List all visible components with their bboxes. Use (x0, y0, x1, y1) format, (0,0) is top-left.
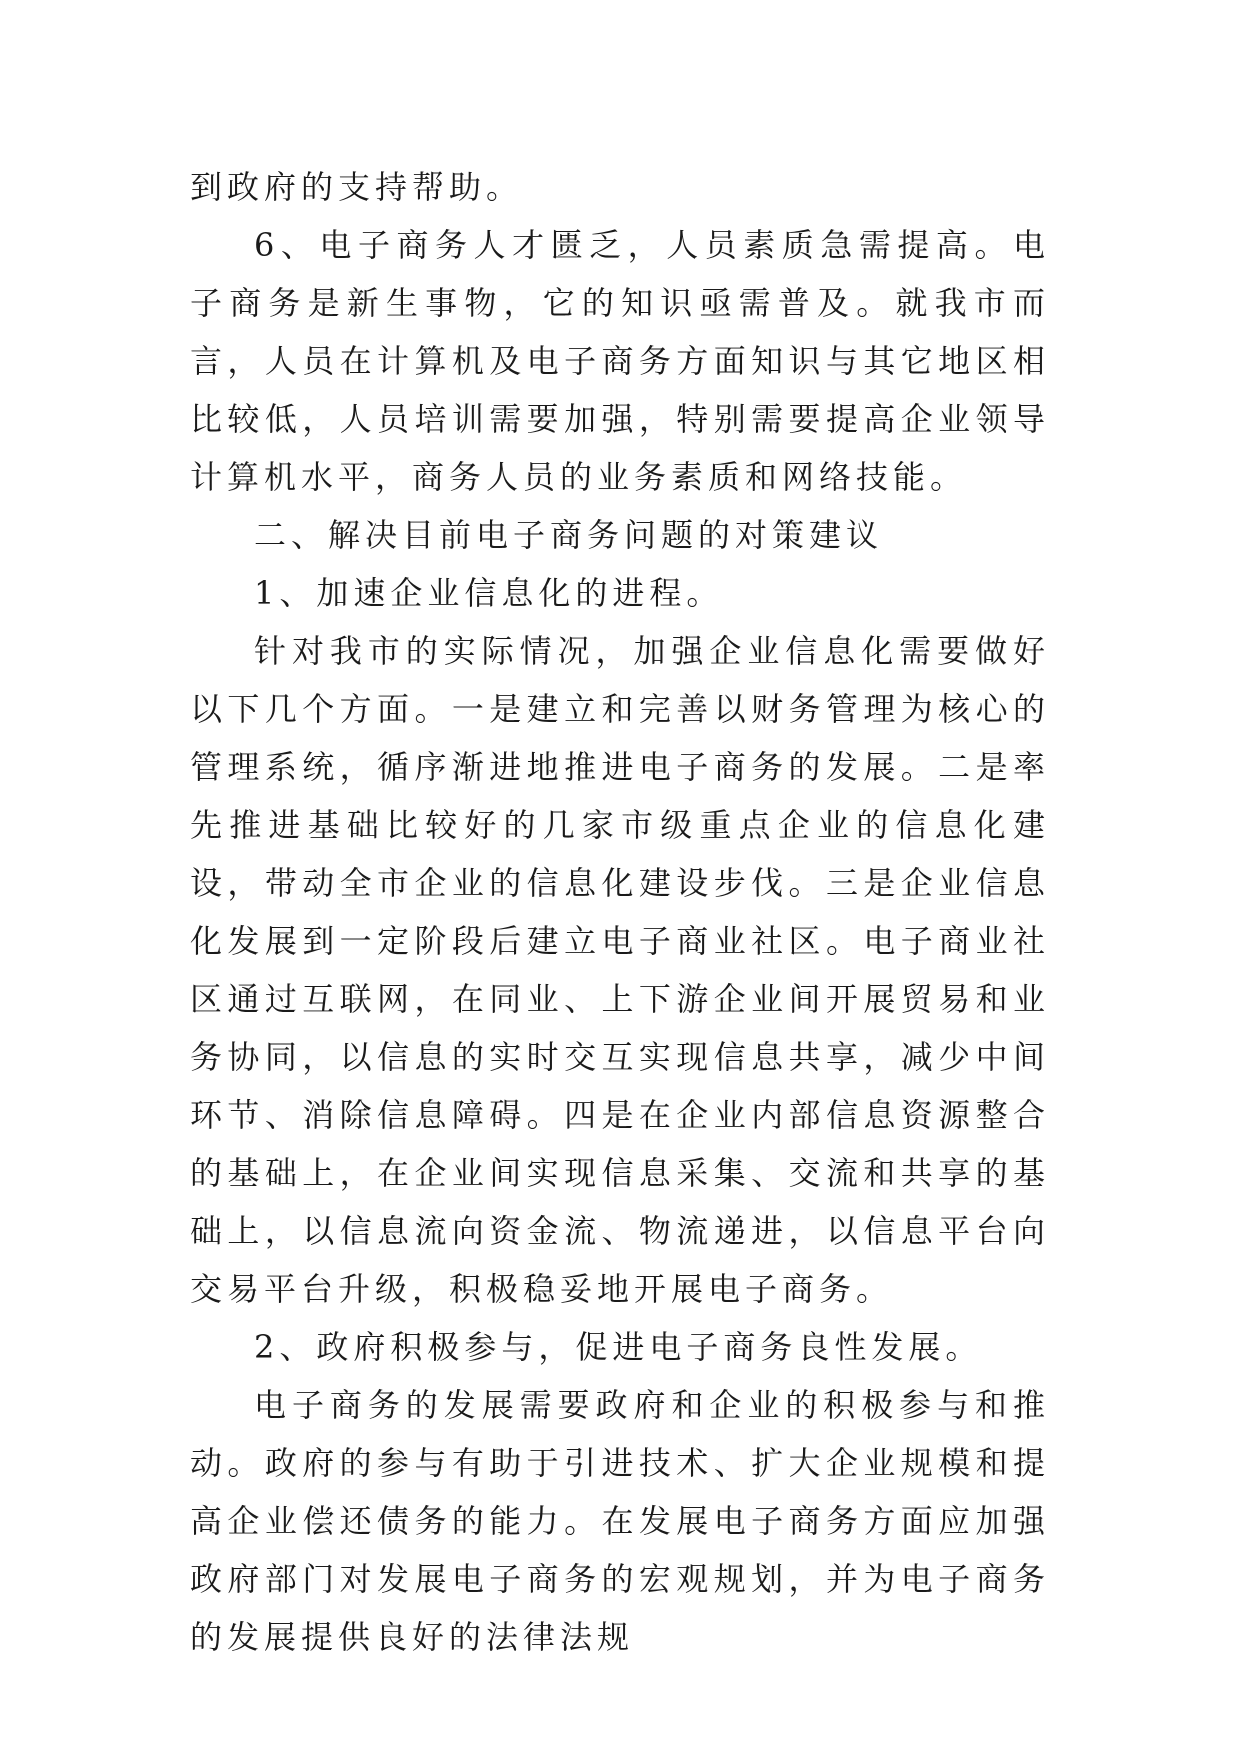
subheading-2: 2、政府积极参与，促进电子商务良性发展。 (254, 1328, 983, 1366)
paragraph-government: 电子商务的发展需要政府和企业的积极参与和推动。政府的参与有助于引进技术、扩大企业规模和提高企业偿还债务的能力。在发展电子商务方面应加强政府部门对发展电子商务的宏观规划，并为电子商务的发展提供良好的法律法规 (190, 1386, 1050, 1656)
paragraph-item-6: 6、电子商务人才匮乏，人员素质急需提高。电子商务是新生事物，它的知识亟需普及。就我市而言，人员在计算机及电子商务方面知识与其它地区相比较低，人员培训需要加强，特别需要提高企业领导计算机水平，商务人员的业务素质和网络技能。 (190, 226, 1050, 496)
paragraph-informatization: 针对我市的实际情况，加强企业信息化需要做好以下几个方面。一是建立和完善以财务管理为核心的管理系统，循序渐进地推进电子商务的发展。二是率先推进基础比较好的几家市级重点企业的信息化建设，带动全市企业的信息化建设步伐。三是企业信息化发展到一定阶段后建立电子商业社区。电子商业社区通过互联网，在同业、上下游企业间开展贸易和业务协同，以信息的实时交互实现信息共享，减少中间环节、消除信息障碍。四是在企业内部信息资源整合的基础上，在企业间实现信息采集、交流和共享的基础上，以信息流向资金流、物流递进，以信息平台向交易平台升级，积极稳妥地开展电子商务。 (190, 632, 1050, 1308)
subheading-1: 1、加速企业信息化的进程。 (254, 574, 724, 612)
section-heading-2: 二、解决目前电子商务问题的对策建议 (254, 516, 884, 554)
document-page (190, 158, 1050, 1666)
paragraph-continuation: 到政府的支持帮助。 (190, 168, 524, 206)
